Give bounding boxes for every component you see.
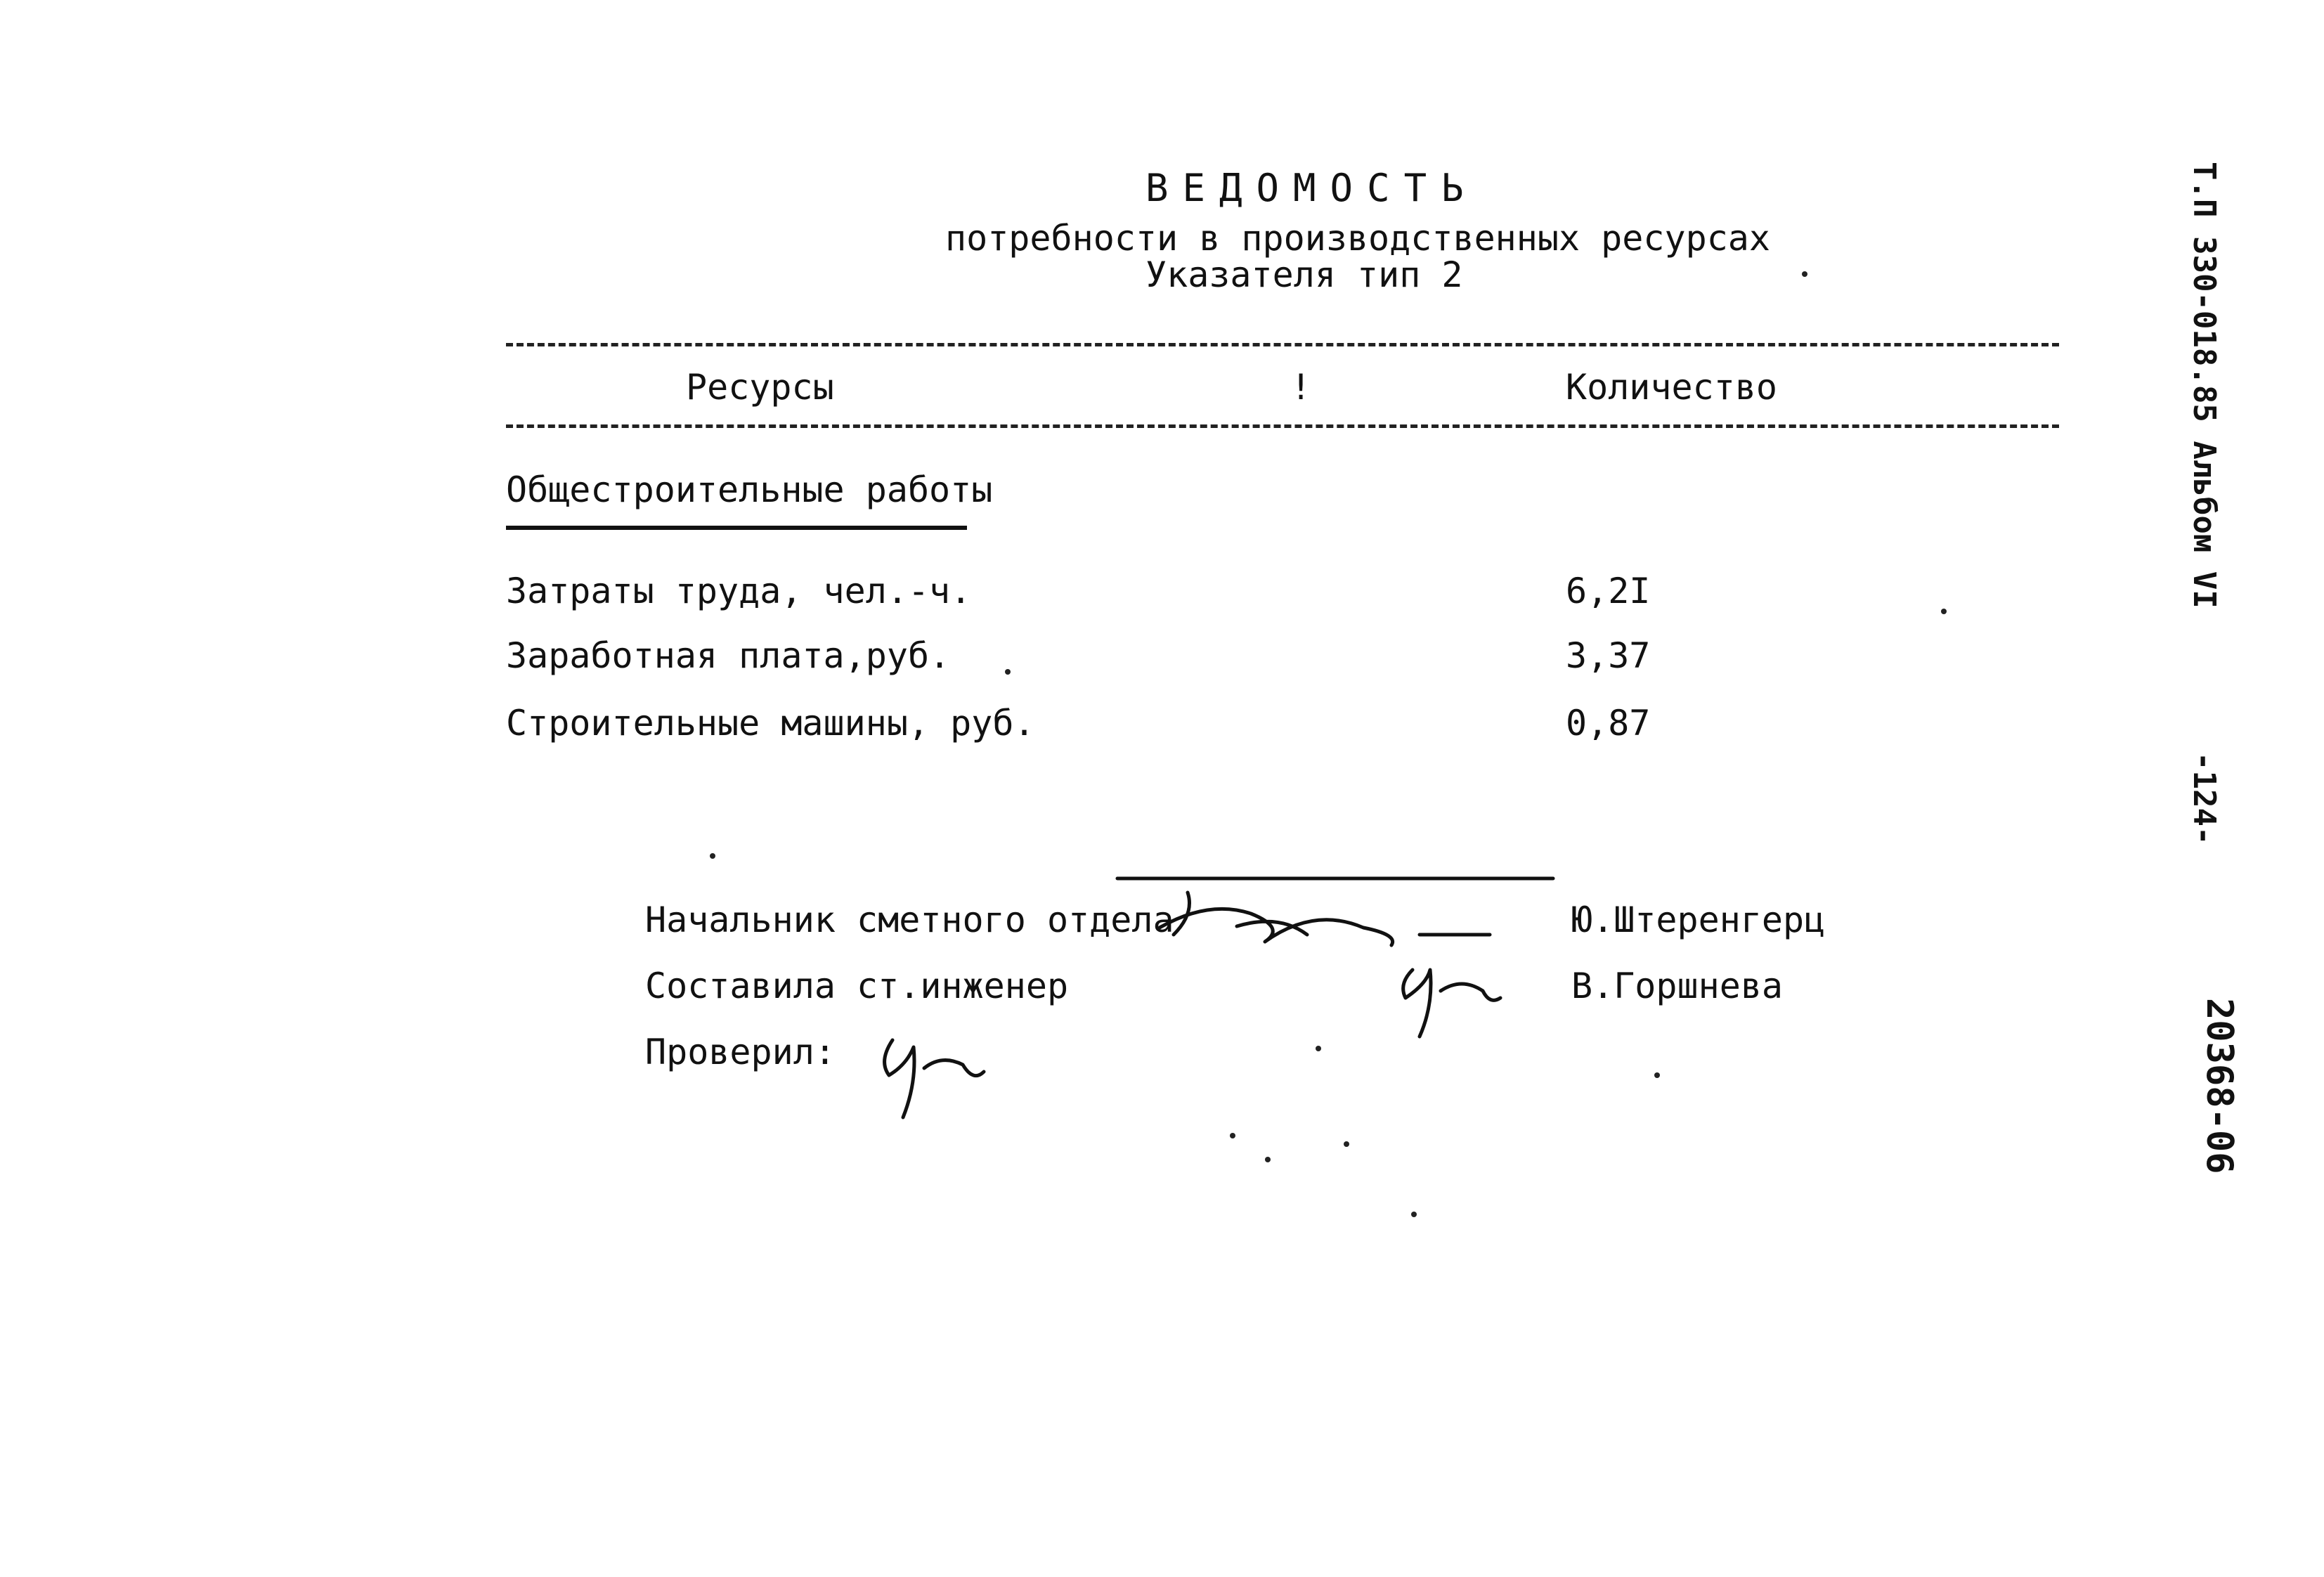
scan-speck: [1802, 271, 1807, 277]
scan-speck: [1654, 1072, 1660, 1078]
document-subtitle: потребности в производственных ресурсах: [945, 218, 1770, 259]
scan-speck: [1316, 1046, 1321, 1051]
table-value-machines: 0,87: [1566, 703, 1651, 744]
signature-mark-checked: [885, 1040, 984, 1117]
table-value-wages: 3,37: [1566, 635, 1651, 676]
signature-role-engineer: Составила ст.инженер: [645, 966, 1069, 1006]
signature-mark-engineer: [1403, 970, 1500, 1037]
scan-speck: [1005, 669, 1011, 675]
column-header-separator: !: [1290, 367, 1312, 408]
table-value-labor: 6,2I: [1566, 571, 1651, 611]
margin-document-code: 20368-06: [2198, 998, 2240, 1174]
table-row-labor: Затраты труда, чел.-ч.: [506, 571, 972, 611]
signature-name-chief: Ю.Штеренгерц: [1571, 900, 1826, 940]
column-header-resources: Ресурсы: [686, 367, 834, 408]
table-row-machines: Строительные машины, руб.: [506, 703, 1035, 744]
section-title: Общестроительные работы: [506, 469, 993, 510]
margin-page-number: -124-: [2186, 752, 2222, 845]
document-subtitle-type: Указателя тип 2: [1145, 254, 1463, 295]
signature-name-engineer: В.Горшнева: [1571, 966, 1784, 1006]
scan-speck: [1411, 1212, 1417, 1217]
scan-speck: [1941, 609, 1947, 614]
signature-role-chief: Начальник сметного отдела: [645, 900, 1174, 940]
signature-mark-chief: [1117, 878, 1553, 945]
document-title: ВЕДОМОСТЬ: [1145, 166, 1478, 210]
scan-speck: [1230, 1133, 1235, 1138]
scan-speck: [1265, 1157, 1271, 1162]
margin-reference: Т.П 330-018.85 Альбом VI: [2186, 162, 2222, 609]
table-row-wages: Заработная плата,руб.: [506, 635, 951, 676]
scan-speck: [710, 853, 715, 859]
scan-speck: [1344, 1141, 1349, 1147]
column-header-quantity: Количество: [1566, 367, 1778, 408]
signature-role-checked: Проверил:: [645, 1032, 836, 1072]
